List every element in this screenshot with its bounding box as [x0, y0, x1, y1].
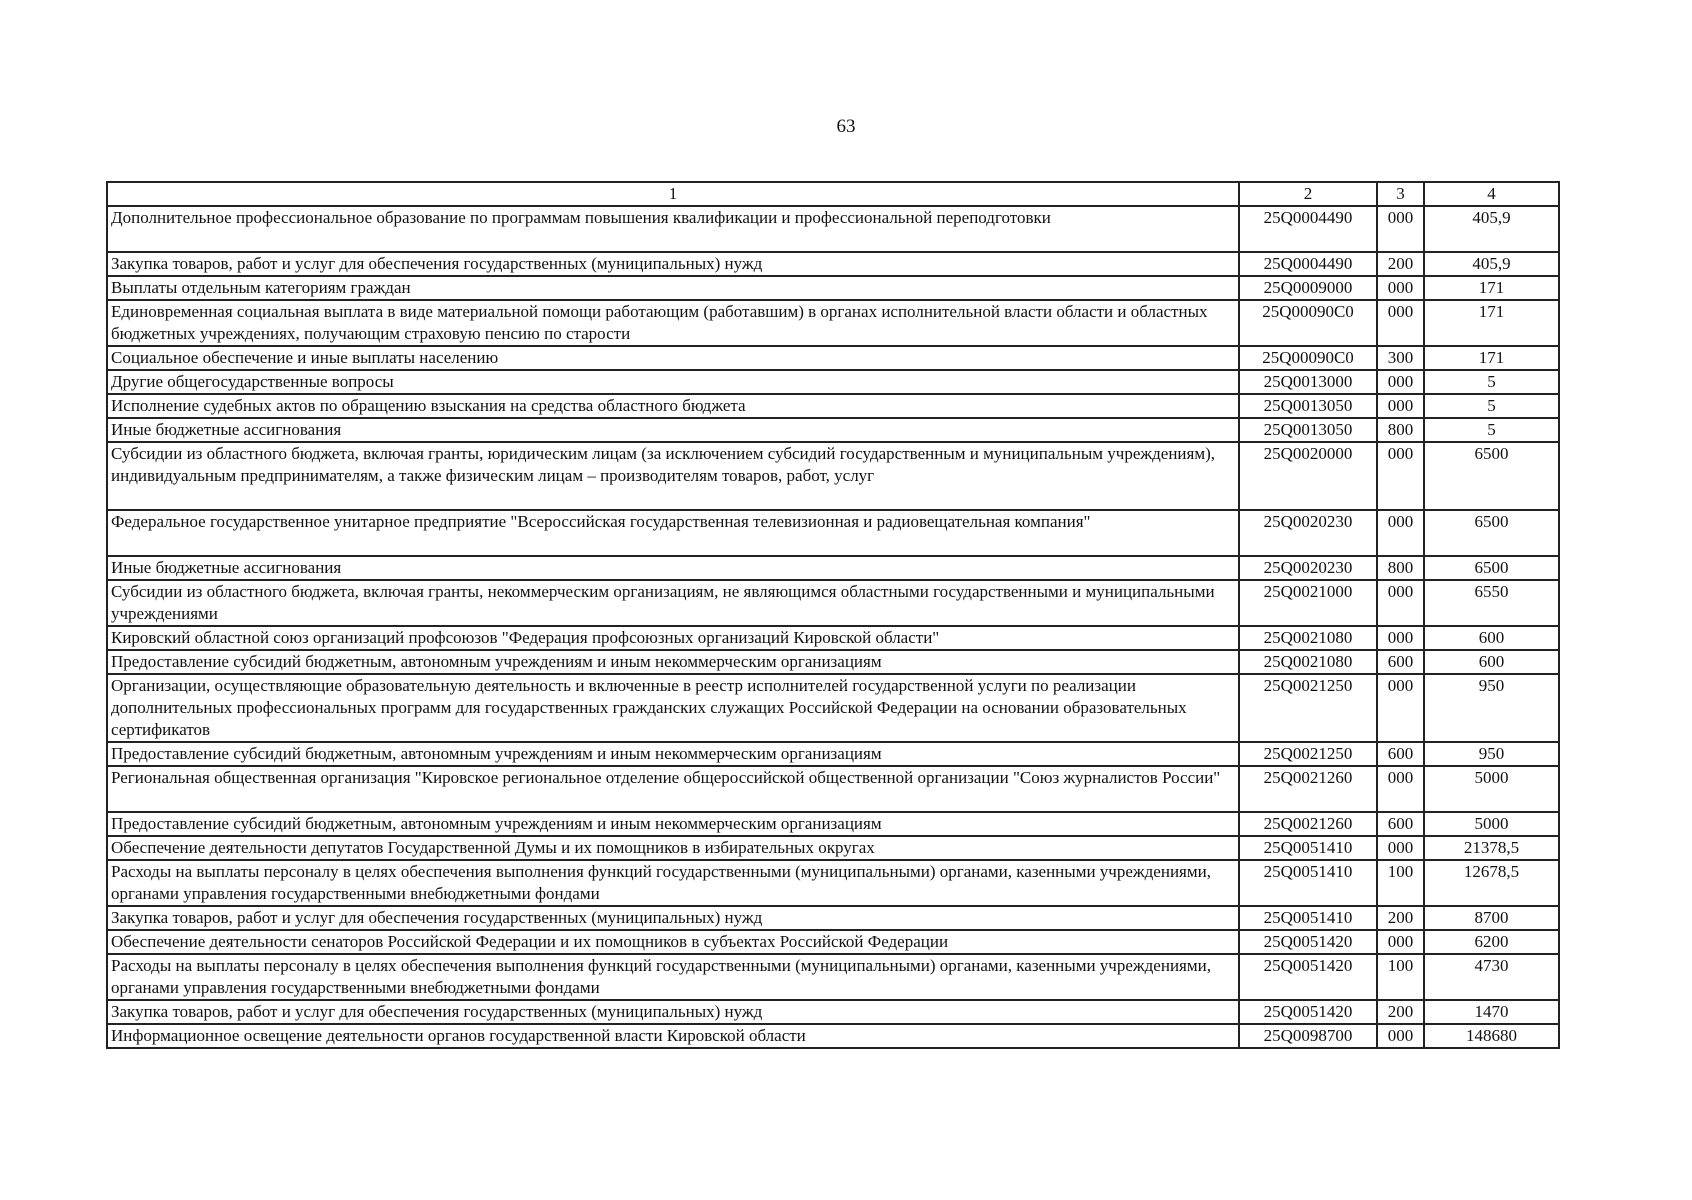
row-name-cell: Расходы на выплаты персоналу в целях обеспечения выполнения функций государственными (муниципальными) органами, казенными учреждениями, органами управления государственными внебюджетными фондами [107, 860, 1239, 906]
row-code-cell: 25Q00090C0 [1239, 346, 1377, 370]
table-row [107, 370, 1559, 394]
row-amount-cell: 6200 [1424, 930, 1559, 954]
table-row [107, 812, 1559, 836]
row-type-cell: 100 [1377, 860, 1424, 906]
row-name-cell: Предоставление субсидий бюджетным, автономным учреждениям и иным некоммерческим организациям [107, 650, 1239, 674]
header-col-4: 4 [1424, 182, 1559, 206]
row-name-cell: Информационное освещение деятельности органов государственной власти Кировской области [107, 1024, 1239, 1048]
budget-table [106, 181, 1560, 1049]
table-row [107, 626, 1559, 650]
row-type-cell: 000 [1377, 300, 1424, 346]
row-code-cell: 25Q0021000 [1239, 580, 1377, 626]
row-amount-cell: 4730 [1424, 954, 1559, 1000]
table-row [107, 1024, 1559, 1048]
row-name-cell: Организации, осуществляющие образовательную деятельность и включенные в реестр исполнителей государственной услуги по реализации дополнительных профессиональных программ для государственных гражданских служащих Российской Федерации на основании образовательных сертификатов [107, 674, 1239, 742]
page-number: 63 [836, 116, 856, 137]
row-amount-cell: 6500 [1424, 556, 1559, 580]
table-row [107, 650, 1559, 674]
row-amount-cell: 21378,5 [1424, 836, 1559, 860]
row-name-cell: Выплаты отдельным категориям граждан [107, 276, 1239, 300]
table-row [107, 860, 1559, 906]
table-row [107, 510, 1559, 556]
row-type-cell: 300 [1377, 346, 1424, 370]
row-type-cell: 000 [1377, 510, 1424, 556]
row-code-cell: 25Q0051420 [1239, 1000, 1377, 1024]
row-amount-cell: 950 [1424, 742, 1559, 766]
row-amount-cell: 8700 [1424, 906, 1559, 930]
row-type-cell: 000 [1377, 276, 1424, 300]
row-type-cell: 600 [1377, 742, 1424, 766]
row-name-cell: Закупка товаров, работ и услуг для обеспечения государственных (муниципальных) нужд [107, 252, 1239, 276]
row-code-cell: 25Q0051420 [1239, 930, 1377, 954]
row-name-cell: Федеральное государственное унитарное предприятие "Всероссийская государственная телевизионная и радиовещательная компания" [107, 510, 1239, 556]
row-code-cell: 25Q0020230 [1239, 556, 1377, 580]
row-code-cell: 25Q0021260 [1239, 812, 1377, 836]
row-amount-cell: 950 [1424, 674, 1559, 742]
row-code-cell: 25Q0013000 [1239, 370, 1377, 394]
row-code-cell: 25Q0051410 [1239, 906, 1377, 930]
row-type-cell: 000 [1377, 206, 1424, 252]
row-name-cell: Региональная общественная организация "Кировское региональное отделение общероссийской общественной организации "Союз журналистов России" [107, 766, 1239, 812]
row-name-cell: Закупка товаров, работ и услуг для обеспечения государственных (муниципальных) нужд [107, 1000, 1239, 1024]
row-amount-cell: 5000 [1424, 766, 1559, 812]
table-body [107, 206, 1559, 1048]
row-amount-cell: 6550 [1424, 580, 1559, 626]
row-type-cell: 000 [1377, 1024, 1424, 1048]
header-col-3: 3 [1377, 182, 1424, 206]
table-row [107, 300, 1559, 346]
row-amount-cell: 171 [1424, 300, 1559, 346]
row-amount-cell: 5 [1424, 418, 1559, 442]
row-type-cell: 000 [1377, 930, 1424, 954]
row-name-cell: Иные бюджетные ассигнования [107, 556, 1239, 580]
row-code-cell: 25Q00090C0 [1239, 300, 1377, 346]
row-type-cell: 000 [1377, 580, 1424, 626]
row-type-cell: 200 [1377, 1000, 1424, 1024]
row-name-cell: Другие общегосударственные вопросы [107, 370, 1239, 394]
row-name-cell: Социальное обеспечение и иные выплаты населению [107, 346, 1239, 370]
row-type-cell: 000 [1377, 394, 1424, 418]
table-header-row [107, 182, 1559, 206]
row-amount-cell: 12678,5 [1424, 860, 1559, 906]
row-code-cell: 25Q0009000 [1239, 276, 1377, 300]
row-name-cell: Предоставление субсидий бюджетным, автономным учреждениям и иным некоммерческим организациям [107, 742, 1239, 766]
table-row [107, 836, 1559, 860]
row-amount-cell: 5 [1424, 394, 1559, 418]
row-type-cell: 000 [1377, 626, 1424, 650]
row-amount-cell: 600 [1424, 626, 1559, 650]
table-row [107, 442, 1559, 510]
table-row [107, 276, 1559, 300]
table-row [107, 252, 1559, 276]
row-amount-cell: 6500 [1424, 510, 1559, 556]
table-row [107, 580, 1559, 626]
row-code-cell: 25Q0021250 [1239, 674, 1377, 742]
row-amount-cell: 405,9 [1424, 206, 1559, 252]
row-name-cell: Обеспечение деятельности депутатов Государственной Думы и их помощников в избирательных округах [107, 836, 1239, 860]
row-code-cell: 25Q0004490 [1239, 206, 1377, 252]
row-code-cell: 25Q0020230 [1239, 510, 1377, 556]
row-name-cell: Дополнительное профессиональное образование по программам повышения квалификации и профессиональной переподготовки [107, 206, 1239, 252]
row-amount-cell: 600 [1424, 650, 1559, 674]
row-type-cell: 200 [1377, 252, 1424, 276]
row-amount-cell: 1470 [1424, 1000, 1559, 1024]
row-name-cell: Субсидии из областного бюджета, включая гранты, некоммерческим организациям, не являющимся областными государственными и муниципальными учреждениями [107, 580, 1239, 626]
row-type-cell: 000 [1377, 370, 1424, 394]
table-row [107, 766, 1559, 812]
row-amount-cell: 171 [1424, 276, 1559, 300]
row-code-cell: 25Q0051410 [1239, 836, 1377, 860]
row-amount-cell: 148680 [1424, 1024, 1559, 1048]
row-code-cell: 25Q0021250 [1239, 742, 1377, 766]
row-type-cell: 000 [1377, 442, 1424, 510]
row-name-cell: Обеспечение деятельности сенаторов Российской Федерации и их помощников в субъектах Российской Федерации [107, 930, 1239, 954]
table-row [107, 674, 1559, 742]
header-col-1: 1 [107, 182, 1239, 206]
row-name-cell: Субсидии из областного бюджета, включая гранты, юридическим лицам (за исключением субсидий государственным и муниципальным учреждениям), индивидуальным предпринимателям, а также физическим лицам – производителям товаров, работ, услуг [107, 442, 1239, 510]
table-row [107, 742, 1559, 766]
table-row [107, 906, 1559, 930]
table-row [107, 346, 1559, 370]
row-code-cell: 25Q0021260 [1239, 766, 1377, 812]
row-code-cell: 25Q0021080 [1239, 626, 1377, 650]
row-code-cell: 25Q0051410 [1239, 860, 1377, 906]
row-amount-cell: 405,9 [1424, 252, 1559, 276]
row-code-cell: 25Q0013050 [1239, 418, 1377, 442]
table-row [107, 206, 1559, 252]
row-name-cell: Кировский областной союз организаций профсоюзов "Федерация профсоюзных организаций Кировской области" [107, 626, 1239, 650]
row-code-cell: 25Q0051420 [1239, 954, 1377, 1000]
row-name-cell: Иные бюджетные ассигнования [107, 418, 1239, 442]
table-row [107, 556, 1559, 580]
table-row [107, 394, 1559, 418]
row-name-cell: Предоставление субсидий бюджетным, автономным учреждениям и иным некоммерческим организациям [107, 812, 1239, 836]
row-code-cell: 25Q0021080 [1239, 650, 1377, 674]
row-type-cell: 100 [1377, 954, 1424, 1000]
row-code-cell: 25Q0098700 [1239, 1024, 1377, 1048]
header-col-2: 2 [1239, 182, 1377, 206]
table-row [107, 418, 1559, 442]
table-row [107, 930, 1559, 954]
row-name-cell: Закупка товаров, работ и услуг для обеспечения государственных (муниципальных) нужд [107, 906, 1239, 930]
row-name-cell: Расходы на выплаты персоналу в целях обеспечения выполнения функций государственными (муниципальными) органами, казенными учреждениями, органами управления государственными внебюджетными фондами [107, 954, 1239, 1000]
row-name-cell: Исполнение судебных актов по обращению взыскания на средства областного бюджета [107, 394, 1239, 418]
row-code-cell: 25Q0013050 [1239, 394, 1377, 418]
row-name-cell: Единовременная социальная выплата в виде материальной помощи работающим (работавшим) в органах исполнительной власти области и областных бюджетных учреждениях, получающим страховую пенсию по старости [107, 300, 1239, 346]
row-amount-cell: 171 [1424, 346, 1559, 370]
row-type-cell: 600 [1377, 812, 1424, 836]
row-type-cell: 000 [1377, 766, 1424, 812]
row-type-cell: 800 [1377, 556, 1424, 580]
row-type-cell: 800 [1377, 418, 1424, 442]
row-code-cell: 25Q0004490 [1239, 252, 1377, 276]
row-amount-cell: 5 [1424, 370, 1559, 394]
table-row [107, 1000, 1559, 1024]
row-code-cell: 25Q0020000 [1239, 442, 1377, 510]
row-type-cell: 000 [1377, 674, 1424, 742]
row-type-cell: 000 [1377, 836, 1424, 860]
row-type-cell: 200 [1377, 906, 1424, 930]
table-row [107, 954, 1559, 1000]
row-type-cell: 600 [1377, 650, 1424, 674]
row-amount-cell: 5000 [1424, 812, 1559, 836]
row-amount-cell: 6500 [1424, 442, 1559, 510]
